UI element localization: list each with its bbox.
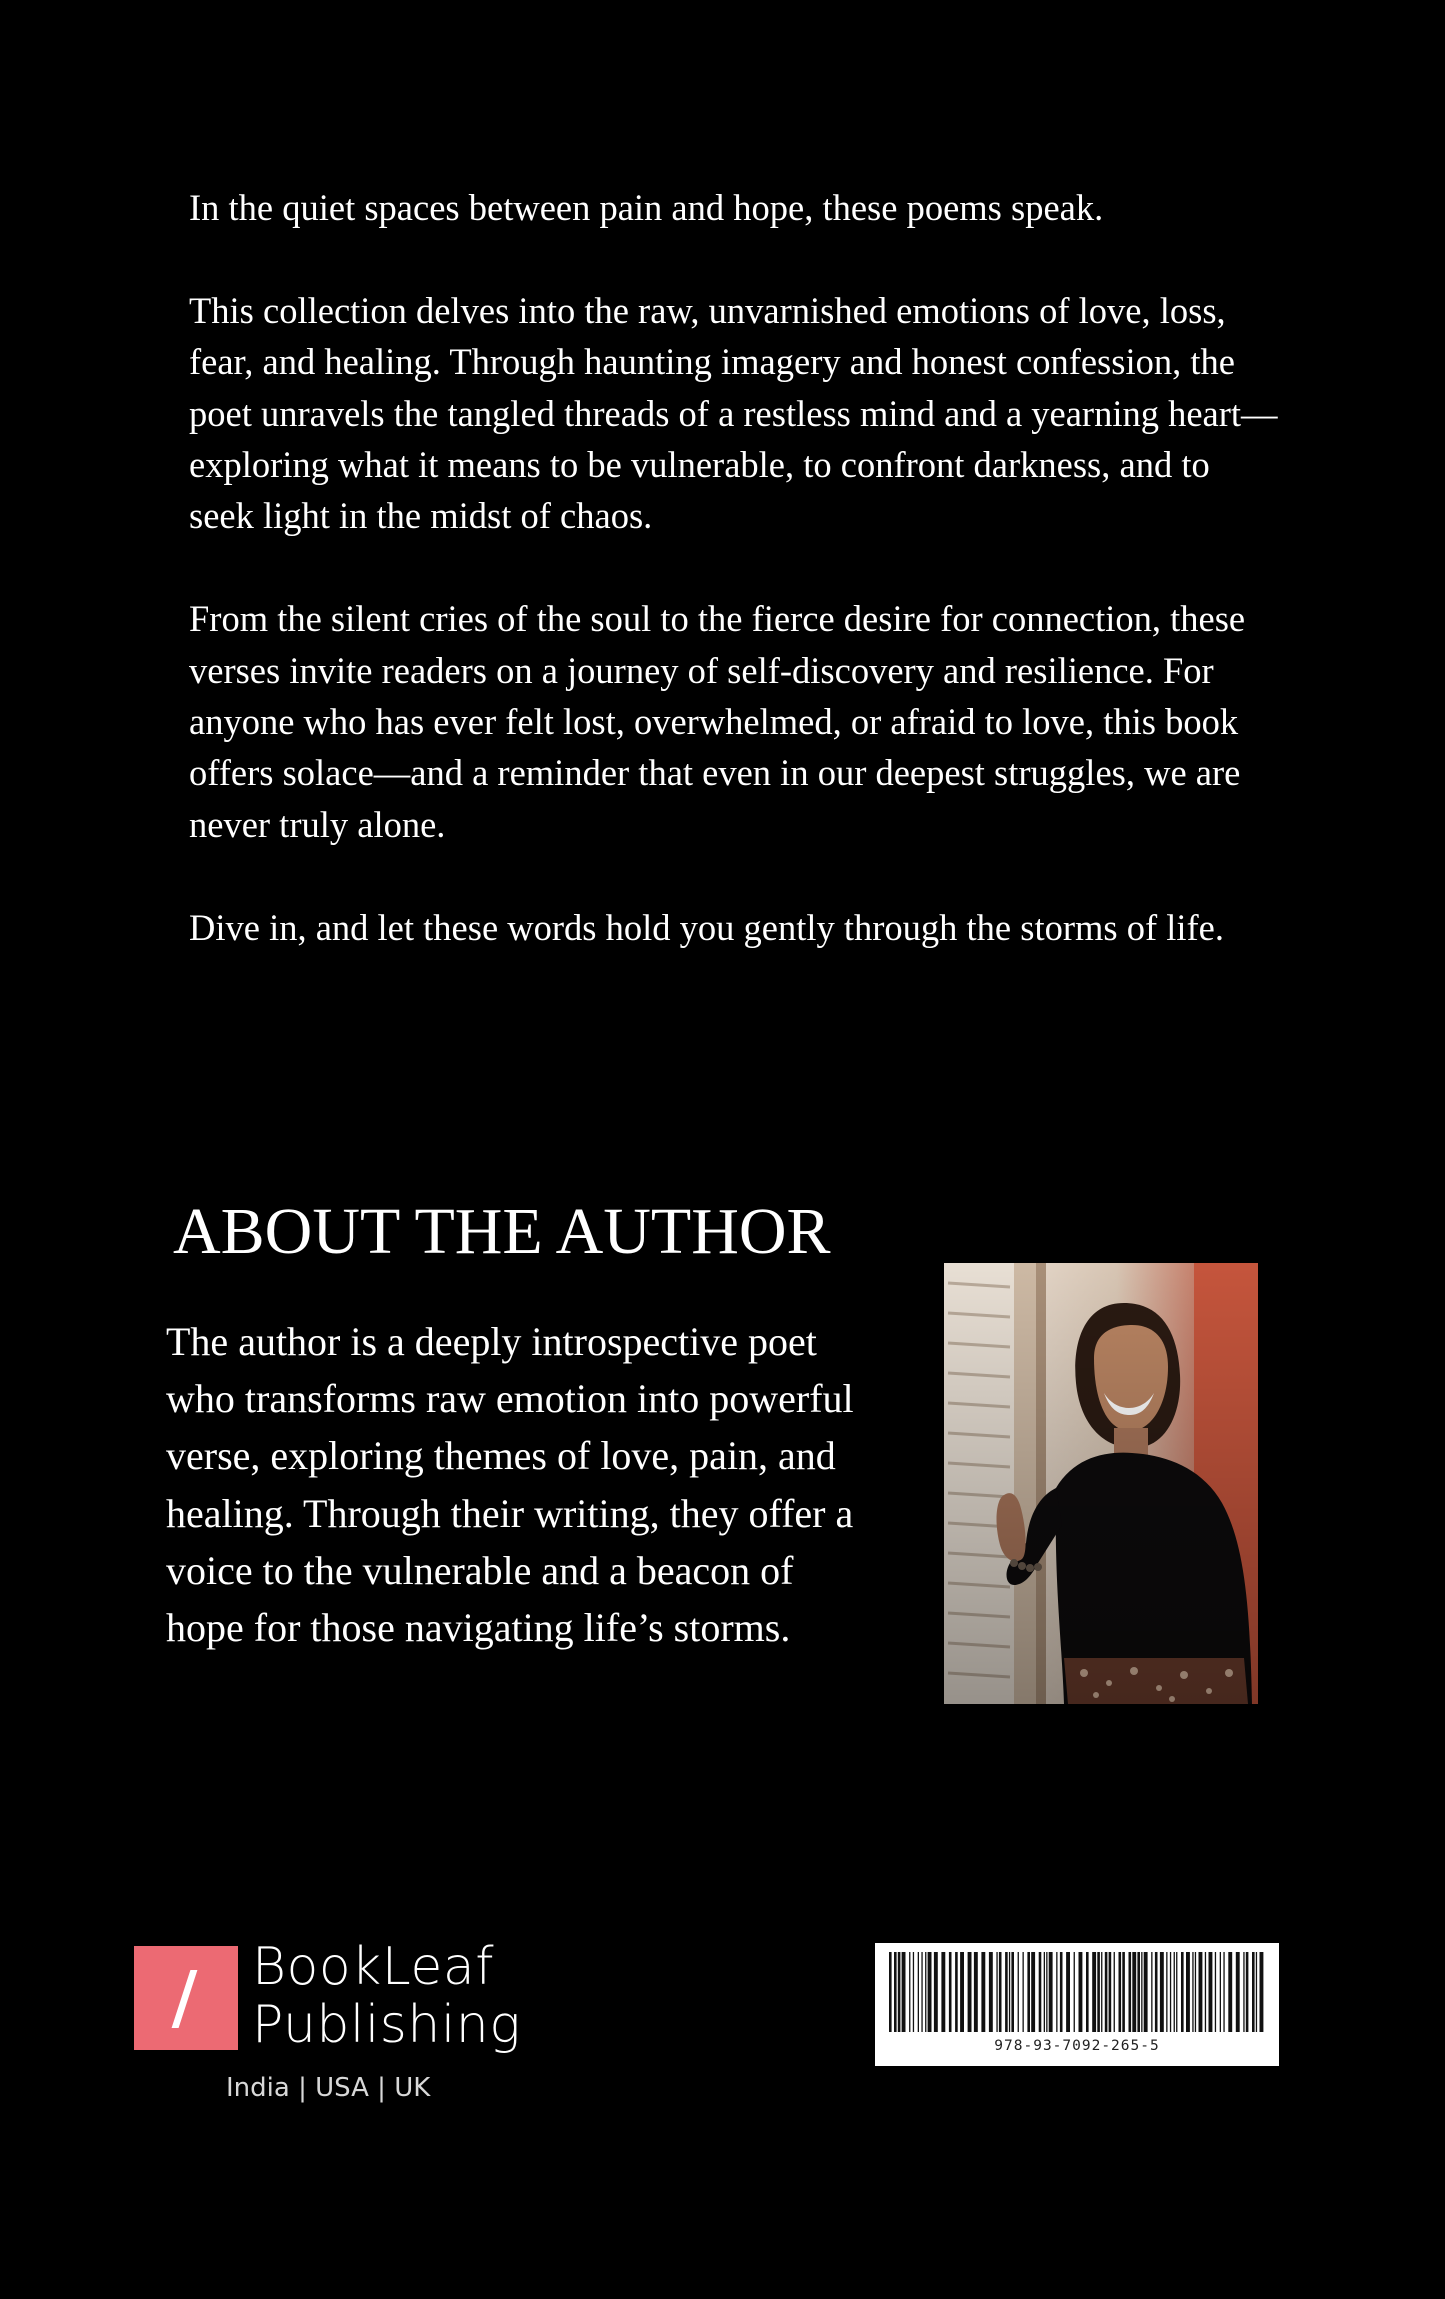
barcode-bar: [1151, 1952, 1152, 2032]
barcode-bar: [1155, 1952, 1158, 2032]
barcode-bar: [1252, 1952, 1255, 2032]
publisher-name: [252, 1938, 521, 2054]
barcode-bar: [1195, 1952, 1196, 2032]
barcode-bar: [1046, 1952, 1047, 2032]
barcode-bar: [1174, 1952, 1175, 2032]
barcode-bar: [1060, 1952, 1063, 2032]
barcode-bar: [1023, 1952, 1024, 2032]
isbn-barcode: [875, 1943, 1279, 2066]
barcode-bar: [1260, 1952, 1264, 2032]
barcode-bar: [1066, 1952, 1070, 2032]
blurb-paragraph-2: This collection delves into the raw, unvarnished emotions of love, loss, fear, and healing. Through haunting imagery and honest confession, the poet unravels the tangled threads of a restless mind and a yearning heart—exploring what it means to be vulnerable, to confront darkness, and to seek light in the midst of chaos.: [189, 289, 1278, 537]
author-photo: [944, 1263, 1258, 1704]
barcode-bar: [898, 1952, 901, 2032]
barcode-bar: [1011, 1952, 1014, 2032]
blurb-paragraph-4: Dive in, and let these words hold you gently through the storms of life.: [189, 906, 1225, 948]
isbn-number: 978-93-7092-265-5: [994, 2038, 1160, 2054]
barcode-bar: [955, 1952, 958, 2032]
barcode-bar: [1005, 1952, 1008, 2032]
barcode-bar: [1192, 1952, 1193, 2032]
publisher-name-line1: BookLeaf: [252, 1937, 495, 1997]
barcode-bar: [1101, 1952, 1102, 2032]
barcode-bar: [1086, 1952, 1089, 2032]
barcode-bar: [1129, 1952, 1132, 2032]
barcode-bar: [1079, 1952, 1083, 2032]
barcode-bar: [949, 1952, 952, 2032]
barcode-bar: [1223, 1952, 1224, 2032]
barcode-bar: [934, 1952, 938, 2032]
barcode-bar: [902, 1952, 906, 2032]
barcode-bar: [1074, 1952, 1075, 2032]
barcode-bar: [1228, 1952, 1232, 2032]
barcode-bar: [1039, 1952, 1042, 2032]
barcode-bar: [1186, 1952, 1190, 2032]
barcode-bar: [1105, 1952, 1108, 2032]
slash-icon: [172, 1970, 198, 2028]
barcode-bar: [1141, 1952, 1142, 2032]
publisher-regions: India | USA | UK: [226, 2073, 431, 2103]
barcode-bar: [925, 1952, 926, 2032]
barcode-bar: [1049, 1952, 1053, 2032]
barcode-bar: [960, 1952, 964, 2032]
barcode-bar: [1137, 1952, 1140, 2032]
barcode-bar: [1119, 1952, 1122, 2032]
barcode-bar: [1166, 1952, 1167, 2032]
barcode-bar: [941, 1952, 945, 2032]
barcode-bar: [1220, 1952, 1221, 2032]
barcode-bar: [1009, 1952, 1010, 2032]
barcode-bar: [968, 1952, 972, 2032]
barcode-bar: [1160, 1952, 1164, 2032]
barcode-bar: [974, 1952, 978, 2032]
barcode-bars: [885, 1952, 1269, 2034]
barcode-bar: [1092, 1952, 1096, 2032]
about-author-text: The author is a deeply introspective poet who transforms raw emotion into powerful verse, exploring themes of love, pain, and healing. Through their writing, they offer a voice to the vulnerable and a beacon of hope for those navigating life’s storms.: [166, 1319, 854, 1651]
publisher-logo-mark: [134, 1946, 238, 2050]
barcode-bar: [1031, 1952, 1035, 2032]
barcode-bar: [1256, 1952, 1257, 2032]
barcode-bar: [889, 1952, 892, 2032]
publisher-name-line2: Publishing: [252, 1995, 521, 2055]
barcode-bar: [928, 1952, 932, 2032]
barcode-bar: [1170, 1952, 1171, 2032]
barcode-bar: [1205, 1952, 1206, 2032]
barcode-bar: [1199, 1952, 1203, 2032]
barcode-bar: [1109, 1952, 1112, 2032]
publisher-logo: [134, 1937, 554, 2112]
barcode-bar: [996, 1952, 997, 2032]
barcode-bar: [999, 1952, 1002, 2032]
blurb-paragraph-1: In the quiet spaces between pain and hope, these poems speak.: [189, 187, 1104, 228]
barcode-bar: [1144, 1952, 1148, 2032]
about-author-heading: ABOUT THE AUTHOR: [173, 1195, 831, 1268]
back-cover-blurb: [189, 182, 1279, 953]
barcode-bar: [1018, 1952, 1019, 2032]
barcode-bar: [1236, 1952, 1240, 2032]
barcode-bar: [989, 1952, 993, 2032]
barcode-bar: [981, 1952, 985, 2032]
barcode-bar: [894, 1952, 897, 2032]
barcode-bar: [1209, 1952, 1213, 2032]
barcode-bar: [1044, 1952, 1045, 2032]
barcode-bar: [1243, 1952, 1244, 2032]
barcode-bar: [1215, 1952, 1216, 2032]
barcode-bar: [1122, 1952, 1125, 2032]
barcode-bar: [1181, 1952, 1184, 2032]
blurb-paragraph-3: From the silent cries of the soul to the fierce desire for connection, these verses invite readers on a journey of self-discovery and resilience. For anyone who has ever felt lost, overwhelmed, or afraid to love, this book offers solace—and a reminder that even in our deepest struggles, we are never truly alone.: [189, 598, 1246, 845]
barcode-bar: [1114, 1952, 1115, 2032]
barcode-bar: [1027, 1952, 1030, 2032]
barcode-bar: [909, 1952, 910, 2032]
barcode-bar: [1056, 1952, 1057, 2032]
barcode-bar: [1246, 1952, 1249, 2032]
barcode-bar: [1132, 1952, 1136, 2032]
barcode-bar: [921, 1952, 922, 2032]
barcode-bar: [918, 1952, 919, 2032]
barcode-bar: [913, 1952, 914, 2032]
barcode-bar: [1176, 1952, 1177, 2032]
barcode-bar: [1097, 1952, 1100, 2032]
